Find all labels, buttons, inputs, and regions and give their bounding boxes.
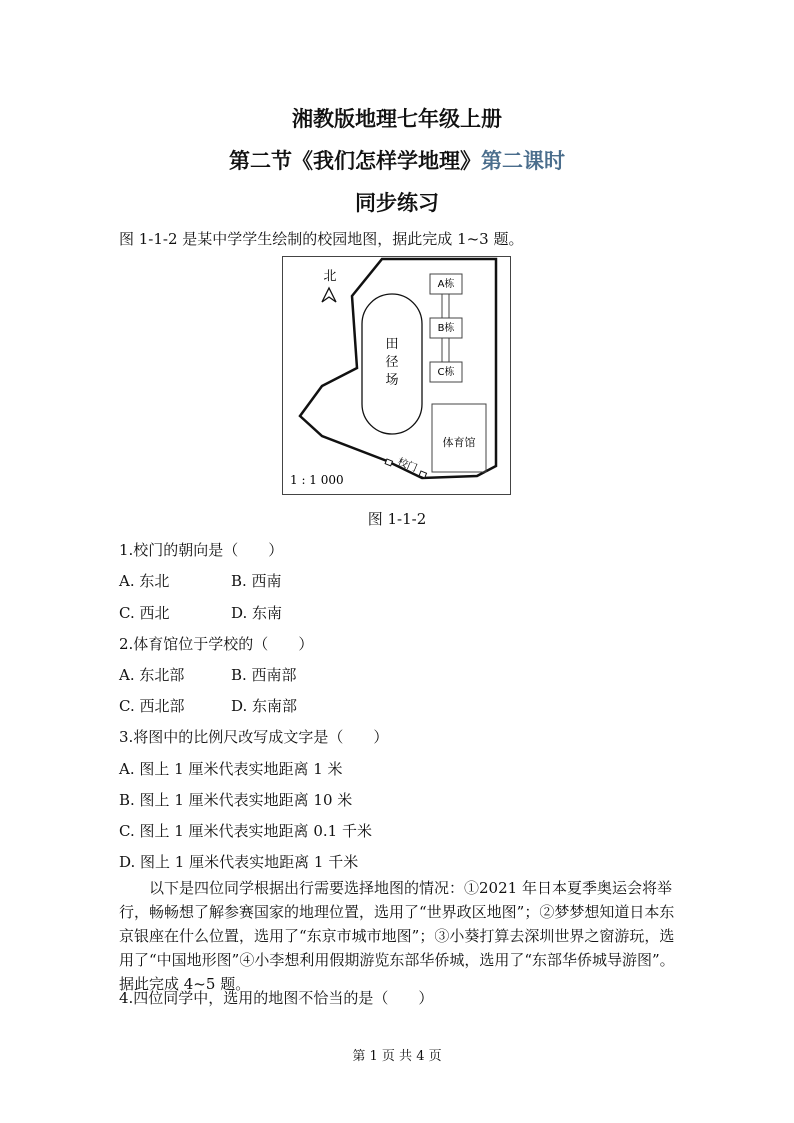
question-2-stem: 2.体育馆位于学校的（ ） [119, 635, 314, 653]
doc-title: 湘教版地理七年级上册 [292, 106, 502, 131]
map-caption: 图 1-1-2 [367, 510, 427, 528]
q2-option-c: C. 西北部 [119, 697, 185, 715]
q3-option-a: A. 图上 1 厘米代表实地距离 1 米 [119, 760, 343, 778]
exercise-title: 同步练习 [355, 190, 439, 215]
intro-text: 图 1-1-2 是某中学学生绘制的校园地图，据此完成 1~3 题。 [119, 230, 524, 248]
question-1-stem: 1.校门的朝向是（ ） [119, 541, 284, 559]
q2-option-a: A. 东北部 [119, 666, 185, 684]
field-label-1: 田 [385, 337, 399, 352]
gate-label: 校门 [395, 456, 419, 475]
q3-option-b: B. 图上 1 厘米代表实地距离 10 米 [119, 791, 353, 809]
campus-map [282, 256, 512, 496]
building-b-label: B栋 [437, 323, 455, 334]
building-a-label: A栋 [437, 279, 455, 290]
question-3-stem: 3.将图中的比例尺改写成文字是（ ） [119, 728, 389, 746]
q2-option-d: D. 东南部 [231, 697, 298, 715]
north-label: 北 [323, 269, 337, 284]
building-c-label: C栋 [437, 367, 455, 378]
q1-option-d: D. 东南 [231, 604, 283, 622]
question-4-stem: 4.四位同学中，选用的地图不恰当的是（ ） [119, 989, 434, 1007]
q1-option-c: C. 西北 [119, 604, 170, 622]
field-label-2: 径 [385, 355, 399, 370]
q2-option-b: B. 西南部 [231, 666, 297, 684]
q1-option-b: B. 西南 [231, 572, 282, 590]
q1-option-a: A. 东北 [119, 572, 170, 590]
lesson-title [0, 145, 794, 175]
lesson-title-main: 第二节《我们怎样学地理》 [229, 148, 481, 173]
gym-label: 体育馆 [442, 436, 476, 449]
passage-text: 以下是四位同学根据出行需要选择地图的情况：①2021 年日本夏季奥运会将举行，畅畅想了解参赛国家的地理位置，选用了“世界政区地图”；②梦梦想知道日本东京银座在什么位置，选用了“东京市城市地图”；③小葵打算去深圳世界之窗游玩，选用了“中国地形图”④小李想利用假期游览东部华侨城，选用了“东部华侨城导游图”。据此完成 4~5 题。 [119, 879, 675, 993]
field-label-3: 场 [385, 373, 399, 388]
scale-label: 1 : 1 000 [290, 473, 344, 487]
lesson-title-highlight: 第二课时 [481, 148, 565, 173]
q3-option-c: C. 图上 1 厘米代表实地距离 0.1 千米 [119, 822, 372, 840]
page-footer: 第 1 页 共 4 页 [352, 1049, 442, 1064]
q3-option-d: D. 图上 1 厘米代表实地距离 1 千米 [119, 853, 359, 871]
